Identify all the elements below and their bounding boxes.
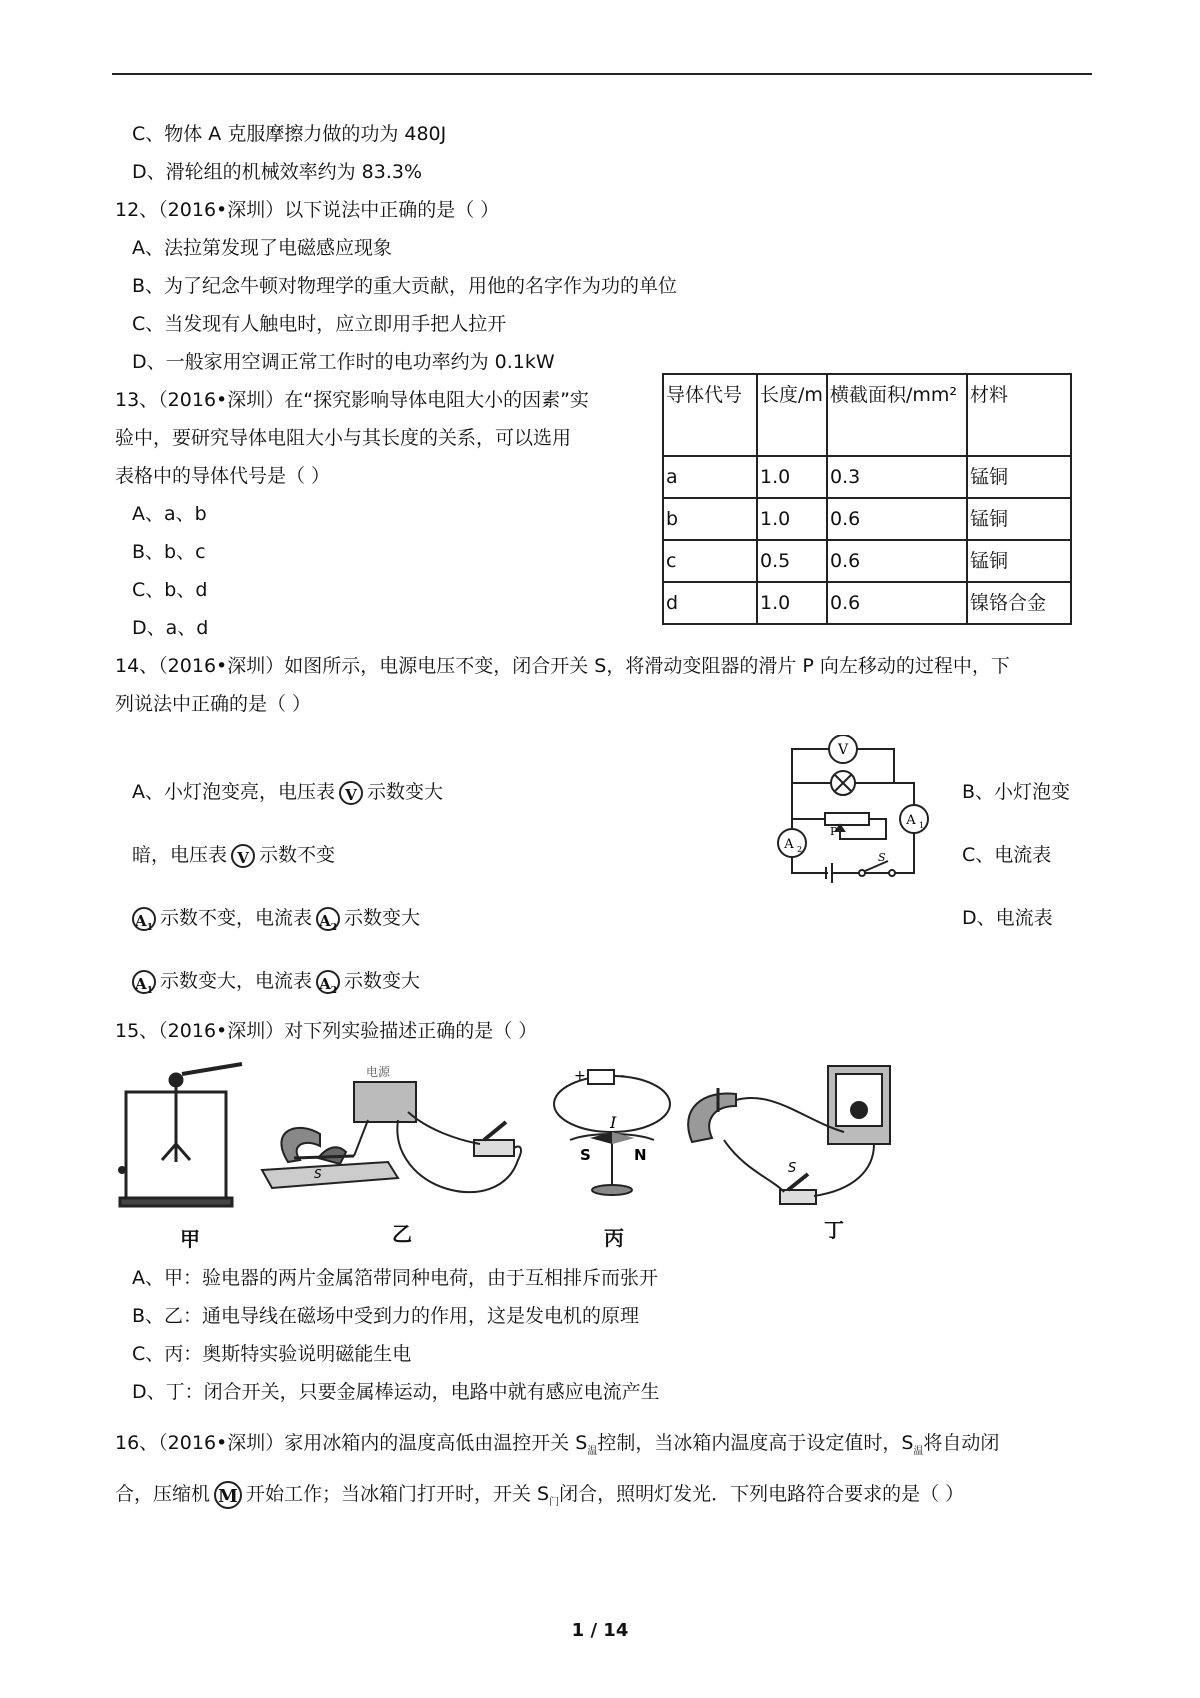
q14-stem-line2: 列说法中正确的是（ ） [115, 693, 312, 715]
power-supply-label: 电源 [366, 1065, 391, 1079]
fig-voltmeter-label: V [837, 742, 849, 758]
table-row [663, 582, 1071, 624]
q12-stem: 12、（2016•深圳）以下说法中正确的是（ ） [115, 199, 500, 221]
fig-a2-label: A [784, 837, 794, 852]
q14-option-c-text: 示数不变，电流表 [160, 907, 313, 929]
caption-yi: 乙 [392, 1222, 412, 1246]
q14-option-d-cont [128, 967, 420, 995]
ammeter-a1-symbol: $A_1$ [132, 907, 156, 931]
q14-option-c-text-end: 示数变大 [344, 907, 421, 929]
q14-option-a [132, 778, 443, 806]
q14-option-b-text-end: 示数不变 [259, 844, 336, 866]
table-cell: 0.6 [827, 582, 967, 624]
needle-s-label: S [580, 1146, 591, 1164]
caption-ding: 丁 [824, 1218, 844, 1242]
q15-option-c: C、丙：奥斯特实验说明磁能生电 [132, 1343, 412, 1365]
q15-option-a: A、甲：验电器的两片金属箔带同种电荷，由于互相排斥而张开 [132, 1267, 658, 1289]
table-cell: 0.5 [757, 540, 827, 582]
q16-line2-part1: 合，压缩机 [115, 1483, 211, 1505]
table-cell: d [663, 582, 757, 624]
table-cell: 锰铜 [967, 540, 1071, 582]
caption-bing: 丙 [604, 1226, 624, 1250]
battery-minus-label: - [620, 1068, 626, 1084]
table-cell: 0.6 [827, 498, 967, 540]
q15-option-d: D、丁：闭合开关，只要金属棒运动，电路中就有感应电流产生 [132, 1381, 660, 1403]
q15-option-b: B、乙：通电导线在磁场中受到力的作用，这是发电机的原理 [132, 1305, 640, 1327]
q13-option-c: C、b、d [132, 579, 208, 601]
q13-option-a: A、a、b [132, 503, 207, 525]
q12-option-d: D、一般家用空调正常工作时的电功率约为 0.1kW [132, 351, 555, 373]
conductor-table [662, 373, 1072, 625]
q16-subscript-men: 门 [549, 1496, 560, 1508]
electroscope-figure [112, 1062, 252, 1212]
voltmeter-symbol: V [231, 844, 255, 868]
table-cell: c [663, 540, 757, 582]
q16-line1-part2: 控制，当冰箱内温度高于设定值时，S [597, 1432, 914, 1454]
switch-s-label: S [788, 1161, 797, 1176]
voltmeter-symbol: V [339, 781, 363, 805]
table-row [663, 498, 1071, 540]
page-number: 1 / 14 [571, 1620, 629, 1641]
q14-option-b-start: B、小灯泡变 [962, 781, 1071, 803]
motor-symbol: M [214, 1481, 242, 1509]
q11-option-d: D、滑轮组的机械效率约为 83.3% [132, 161, 423, 183]
induction-experiment-figure [684, 1060, 904, 1210]
q16-line1-part1: 16、（2016•深圳）家用冰箱内的温度高低由温控开关 S [115, 1432, 588, 1454]
header-cell: 横截面积/mm² [827, 374, 967, 456]
ammeter-a1-symbol: $A_1$ [132, 970, 156, 994]
table-row [663, 456, 1071, 498]
table-cell: a [663, 456, 757, 498]
table-cell: 1.0 [757, 456, 827, 498]
table-cell: 1.0 [757, 582, 827, 624]
fig-switch-label: S [878, 851, 886, 864]
q14-option-d-text-end: 示数变大 [344, 970, 421, 992]
table-cell: 锰铜 [967, 498, 1071, 540]
table-cell: 0.6 [827, 540, 967, 582]
fig-a2-sub: 2 [797, 845, 803, 854]
table-cell: 0.3 [827, 456, 967, 498]
q13-stem-line2: 验中，要研究导体电阻大小与其长度的关系，可以选用 [115, 427, 572, 449]
ammeter-a2-symbol: $A_2$ [316, 907, 340, 931]
table-cell: 锰铜 [967, 456, 1071, 498]
q16-line2-part2: 开始工作；当冰箱门打开时，开关 S [246, 1483, 550, 1505]
q14-stem-line1: 14、（2016•深圳）如图所示，电源电压不变，闭合开关 S，将滑动变阻器的滑片 P 向左移动的过程中，下 [115, 655, 1010, 677]
table-cell: 1.0 [757, 498, 827, 540]
q14-option-d-text: 示数变大，电流表 [160, 970, 313, 992]
q12-option-a: A、法拉第发现了电磁感应现象 [132, 237, 392, 259]
q16-line1-part3: 将自动闭 [923, 1432, 1000, 1454]
fig-a1-label: A [906, 813, 916, 828]
q15-stem: 15、（2016•深圳）对下列实验描述正确的是（ ） [115, 1020, 538, 1042]
q14-option-b-cont [132, 841, 335, 869]
motor-experiment-figure [258, 1060, 548, 1210]
battery-plus-label: + [574, 1068, 586, 1084]
header-cell: 长度/m [757, 374, 827, 456]
caption-jia: 甲 [180, 1227, 200, 1251]
magnet-s-label: S [314, 1167, 322, 1181]
header-cell: 导体代号 [663, 374, 757, 456]
q16-stem-line1 [115, 1429, 999, 1466]
q11-option-c: C、物体 A 克服摩擦力做的功为 480J [132, 123, 447, 145]
q14-option-d-start: D、电流表 [962, 907, 1053, 929]
table-header-row [663, 374, 1071, 456]
table-row [663, 540, 1071, 582]
q14-option-a-text-end: 示数变大 [367, 781, 444, 803]
q14-option-b-text: 暗，电压表 [132, 844, 228, 866]
q14-option-c-start: C、电流表 [962, 844, 1052, 866]
header-rule [112, 73, 1092, 75]
ammeter-a2-symbol: $A_2$ [316, 970, 340, 994]
q16-subscript-wen: 温 [587, 1445, 598, 1457]
fig-slider-label: P [830, 825, 838, 838]
oersted-experiment-figure [550, 1062, 680, 1212]
table-cell: b [663, 498, 757, 540]
q13-option-b: B、b、c [132, 541, 206, 563]
q13-stem-line3: 表格中的导体代号是（ ） [115, 465, 331, 487]
table-cell: 镍铬合金 [967, 582, 1071, 624]
q14-option-a-text: A、小灯泡变亮，电压表 [132, 781, 335, 803]
header-cell: 材料 [967, 374, 1071, 456]
q12-option-c: C、当发现有人触电时，应立即用手把人拉开 [132, 313, 507, 335]
q16-line2-part3: 闭合，照明灯发光．下列电路符合要求的是（ ） [559, 1483, 965, 1505]
q16-subscript-wen: 温 [913, 1445, 924, 1457]
q13-option-d: D、a、d [132, 617, 209, 639]
q13-stem-line1: 13、（2016•深圳）在“探究影响导体电阻大小的因素”实 [115, 389, 589, 411]
q16-stem-line2 [115, 1480, 964, 1517]
fig-a1-sub: 1 [919, 821, 925, 830]
needle-n-label: N [634, 1146, 647, 1164]
q14-option-c-cont [128, 904, 420, 932]
current-i-label: I [610, 1113, 617, 1132]
q14-circuit-diagram [770, 735, 950, 895]
q12-option-b: B、为了纪念牛顿对物理学的重大贡献，用他的名字作为功的单位 [132, 275, 678, 297]
